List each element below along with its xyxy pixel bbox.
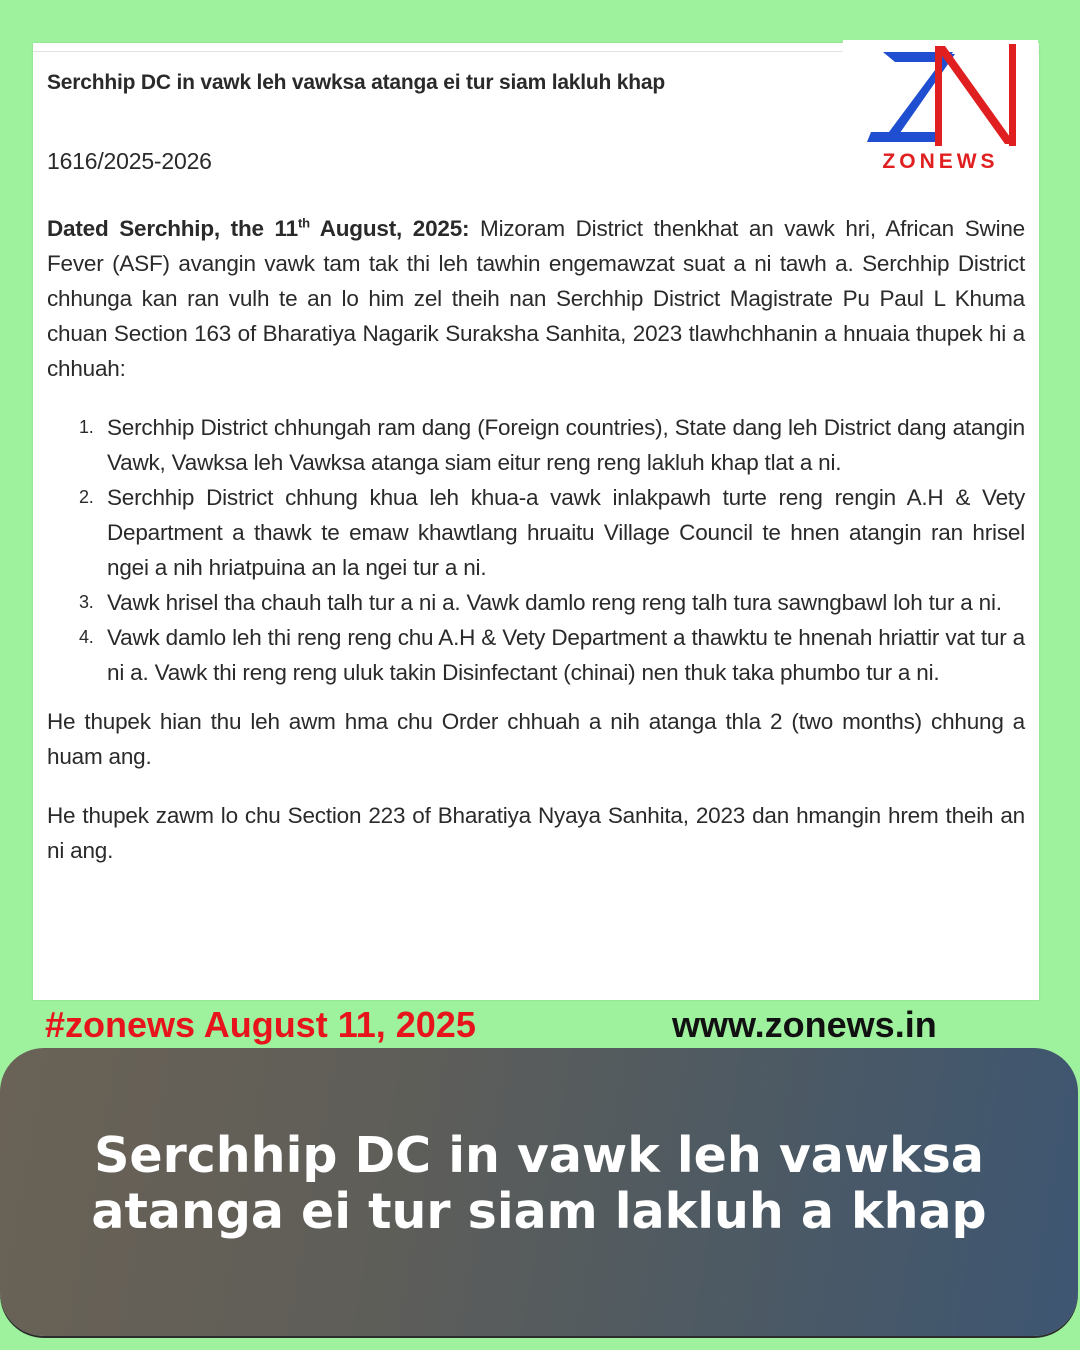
order-number: 3.: [79, 592, 94, 612]
hashtag-date: #zonews August 11, 2025: [45, 1004, 476, 1045]
document-title: Serchhip DC in vawk leh vawksa atanga ei tur siam lakluh khap: [47, 71, 666, 94]
dated-label: Dated Serchhip, the 11th August, 2025:: [47, 215, 470, 241]
order-text: Serchhip District chhungah ram dang (Foreign countries), State dang leh District dang atangin Vawk, Vawksa leh Vawksa atanga siam eitur reng reng lakluh khap tlat a ni.: [107, 415, 1025, 475]
order-text: Vawk damlo leh thi reng reng chu A.H & Vety Department a thawktu te hnenah hriattir vat tur a ni a. Vawk thi reng reng uluk takin Disinfectant (chinai) nen thuk taka phumbo tur a ni.: [107, 625, 1025, 685]
reference-number: 1616/2025-2026: [47, 148, 212, 174]
order-item: [47, 480, 1025, 585]
order-list: [47, 410, 1025, 690]
order-number: 1.: [79, 417, 94, 437]
validity-paragraph: He thupek hian thu leh awm hma chu Order chhuah a nih atanga thla 2 (two months) chhung a huam ang.: [47, 709, 1025, 769]
zonews-logo: [843, 40, 1038, 192]
banner-headline: Serchhip DC in vawk leh vawksa atanga ei tur siam lakluh a khap: [91, 1127, 987, 1240]
website-link[interactable]: www.zonews.in: [672, 1004, 937, 1045]
logo-wordmark: ZONEWS: [882, 150, 999, 173]
penalty-paragraph: He thupek zawm lo chu Section 223 of Bharatiya Nyaya Sanhita, 2023 dan hmangin hrem theih an ni ang.: [47, 803, 1025, 863]
order-item: [47, 585, 1025, 620]
headline-banner: [0, 1048, 1078, 1336]
order-number: 4.: [79, 627, 94, 647]
order-text: Serchhip District chhung khua leh khua-a vawk inlakpawh turte reng rengin A.H & Vety Department a thawk te emaw khawtlang hruaitu Village Council te hnen atangin ran hrisel ngei a nih hriatpuina an la ngei tur a ni.: [107, 485, 1025, 580]
order-number: 2.: [79, 487, 94, 507]
order-text: Vawk hrisel tha chauh talh tur a ni a. Vawk damlo reng reng talh tura sawngbawl loh tur a ni.: [107, 590, 1002, 615]
intro-text: Mizoram District thenkhat an vawk hri, African Swine Fever (ASF) avangin vawk tam tak thi leh tawhin engemawzat suat a ni tawh a. Serchhip District chhunga kan ran vulh te an lo him zel theih nan Serchhip District Magistrate Pu Paul L Khuma chuan Section 163 of Bharatiya Nagarik Suraksha Sanhita, 2023 tlawhchhanin a hnuaia thupek hi a chhuah:: [47, 216, 1025, 381]
intro-paragraph: [47, 211, 1025, 386]
order-item: [47, 410, 1025, 480]
order-item: [47, 620, 1025, 690]
